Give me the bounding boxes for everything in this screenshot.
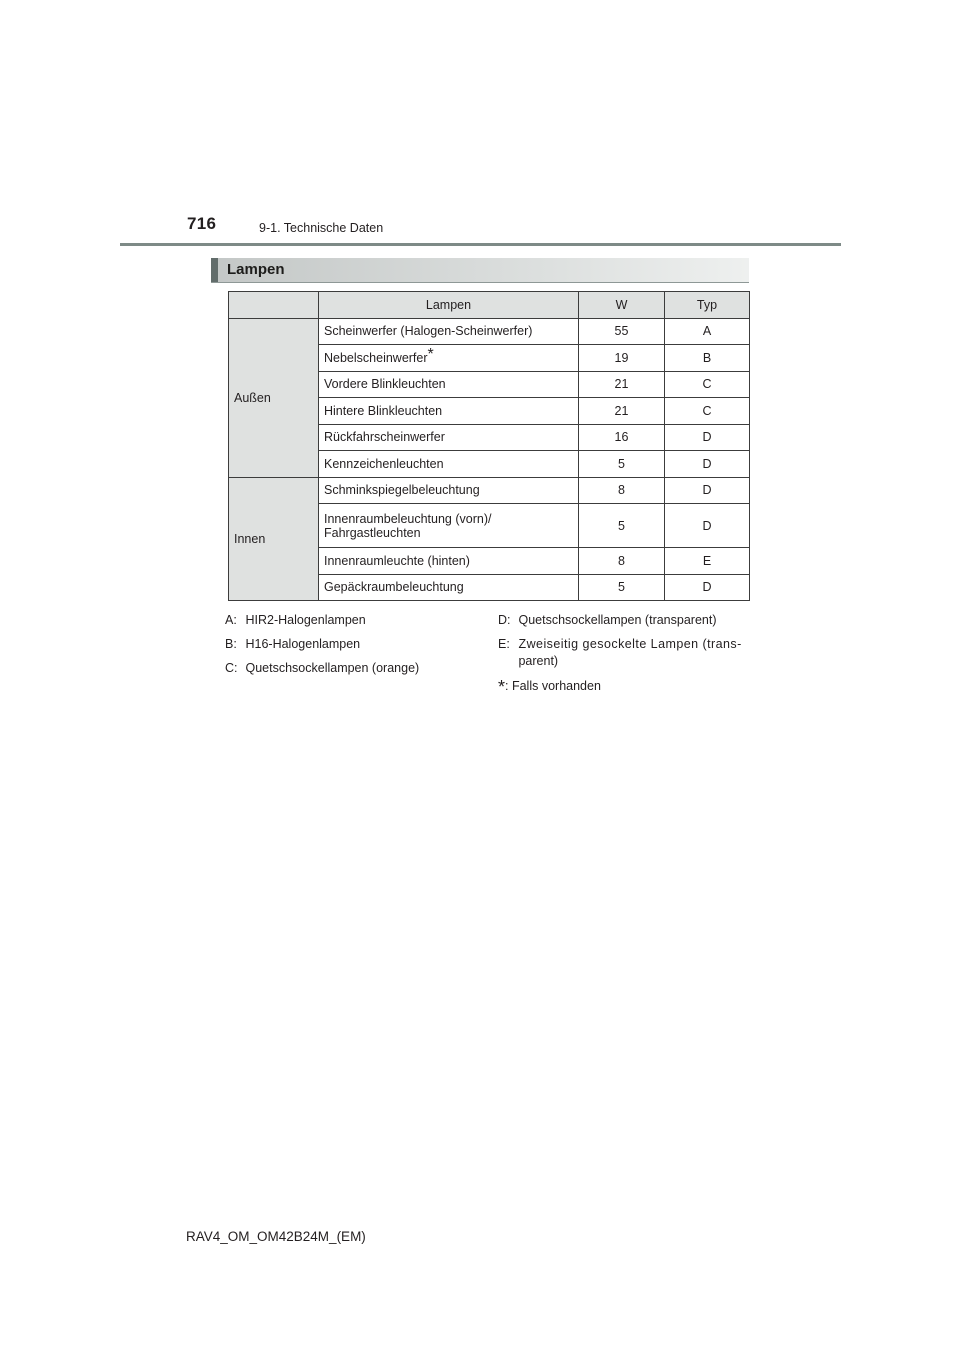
optional-mark: * [427,345,434,363]
legend-text [518,636,741,670]
lamp-type: D [665,477,750,504]
legend-note-text: : Falls vorhanden [505,679,601,693]
optional-mark: * [498,677,506,697]
lamp-name: Vordere Blinkleuchten [319,371,579,398]
legend-item-c [225,660,419,677]
lamp-watt: 5 [579,504,665,548]
lamp-name: Nebelscheinwerfer [324,350,428,365]
legend-text: H16-Halogenlampen [245,637,361,651]
lamp-watt: 5 [579,574,665,601]
legend-key: B: [225,637,237,651]
lamp-watt: 8 [579,548,665,575]
lamp-name: Scheinwerfer (Halogen-Scheinwerfer) [319,318,579,345]
lamp-type: D [665,504,750,548]
document-code: RAV4_OM_OM42B24M_(EM) [186,1229,366,1244]
heading-bar [211,258,749,282]
group-label-interior: Innen [229,477,319,601]
lamp-name: Gepäckraumbeleuchtung [319,574,579,601]
lamp-type: A [665,318,750,345]
lamp-name-cell [319,504,579,548]
lamp-type: E [665,548,750,575]
lamp-type: D [665,424,750,451]
lamp-name: Schminkspiegelbeleuchtung [319,477,579,504]
heading-title: Lampen [227,261,285,278]
lamp-name-line1: Innenraumbeleuchtung (vorn)/ [324,511,492,526]
section-title: 9-1. Technische Daten [259,221,384,235]
lamp-watt: 8 [579,477,665,504]
legend-item-a [225,612,366,629]
lamp-watt: 21 [579,371,665,398]
legend-key: A: [225,613,237,627]
legend-text-line2: parent) [518,654,559,668]
legend-key: D: [498,613,511,627]
group-label-exterior: Außen [229,318,319,477]
legend-note [498,678,601,695]
header-divider [120,243,841,246]
lamp-type: C [665,371,750,398]
lamp-type: C [665,398,750,425]
column-header-group [229,292,319,319]
table-row [229,477,750,504]
legend-text: Quetschsockellampen (orange) [245,661,420,675]
legend-text: HIR2-Halogenlampen [245,613,366,627]
lamp-watt: 21 [579,398,665,425]
lamp-type: D [665,451,750,478]
column-header-watt: W [579,292,665,319]
lamp-name: Hintere Blinkleuchten [319,398,579,425]
table-row [229,318,750,345]
lamp-name-line2: Fahrgastleuchten [324,525,421,540]
column-header-type: Typ [665,292,750,319]
legend-item-e [498,636,742,670]
legend-key: C: [225,661,238,675]
column-header-lamp: Lampen [319,292,579,319]
legend-item-d [498,612,717,629]
table-header-row [229,292,750,319]
legend-item-b [225,636,360,653]
lamp-watt: 5 [579,451,665,478]
lamp-name-cell [319,345,579,372]
lamp-table [228,291,750,601]
lamp-watt: 55 [579,318,665,345]
lamp-name: Kennzeichenleuchten [319,451,579,478]
legend-text: Quetschsockellampen (transparent) [518,613,717,627]
heading-underline [211,282,749,283]
page-number: 716 [187,214,217,233]
legend-key: E: [498,637,510,651]
lamp-name: Rückfahrscheinwerfer [319,424,579,451]
lamp-watt: 19 [579,345,665,372]
lamp-watt: 16 [579,424,665,451]
legend-text-line1: Zweiseitig gesockelte Lampen (trans- [518,637,742,651]
lamp-type: D [665,574,750,601]
lamp-type: B [665,345,750,372]
lamp-name: Innenraumleuchte (hinten) [319,548,579,575]
